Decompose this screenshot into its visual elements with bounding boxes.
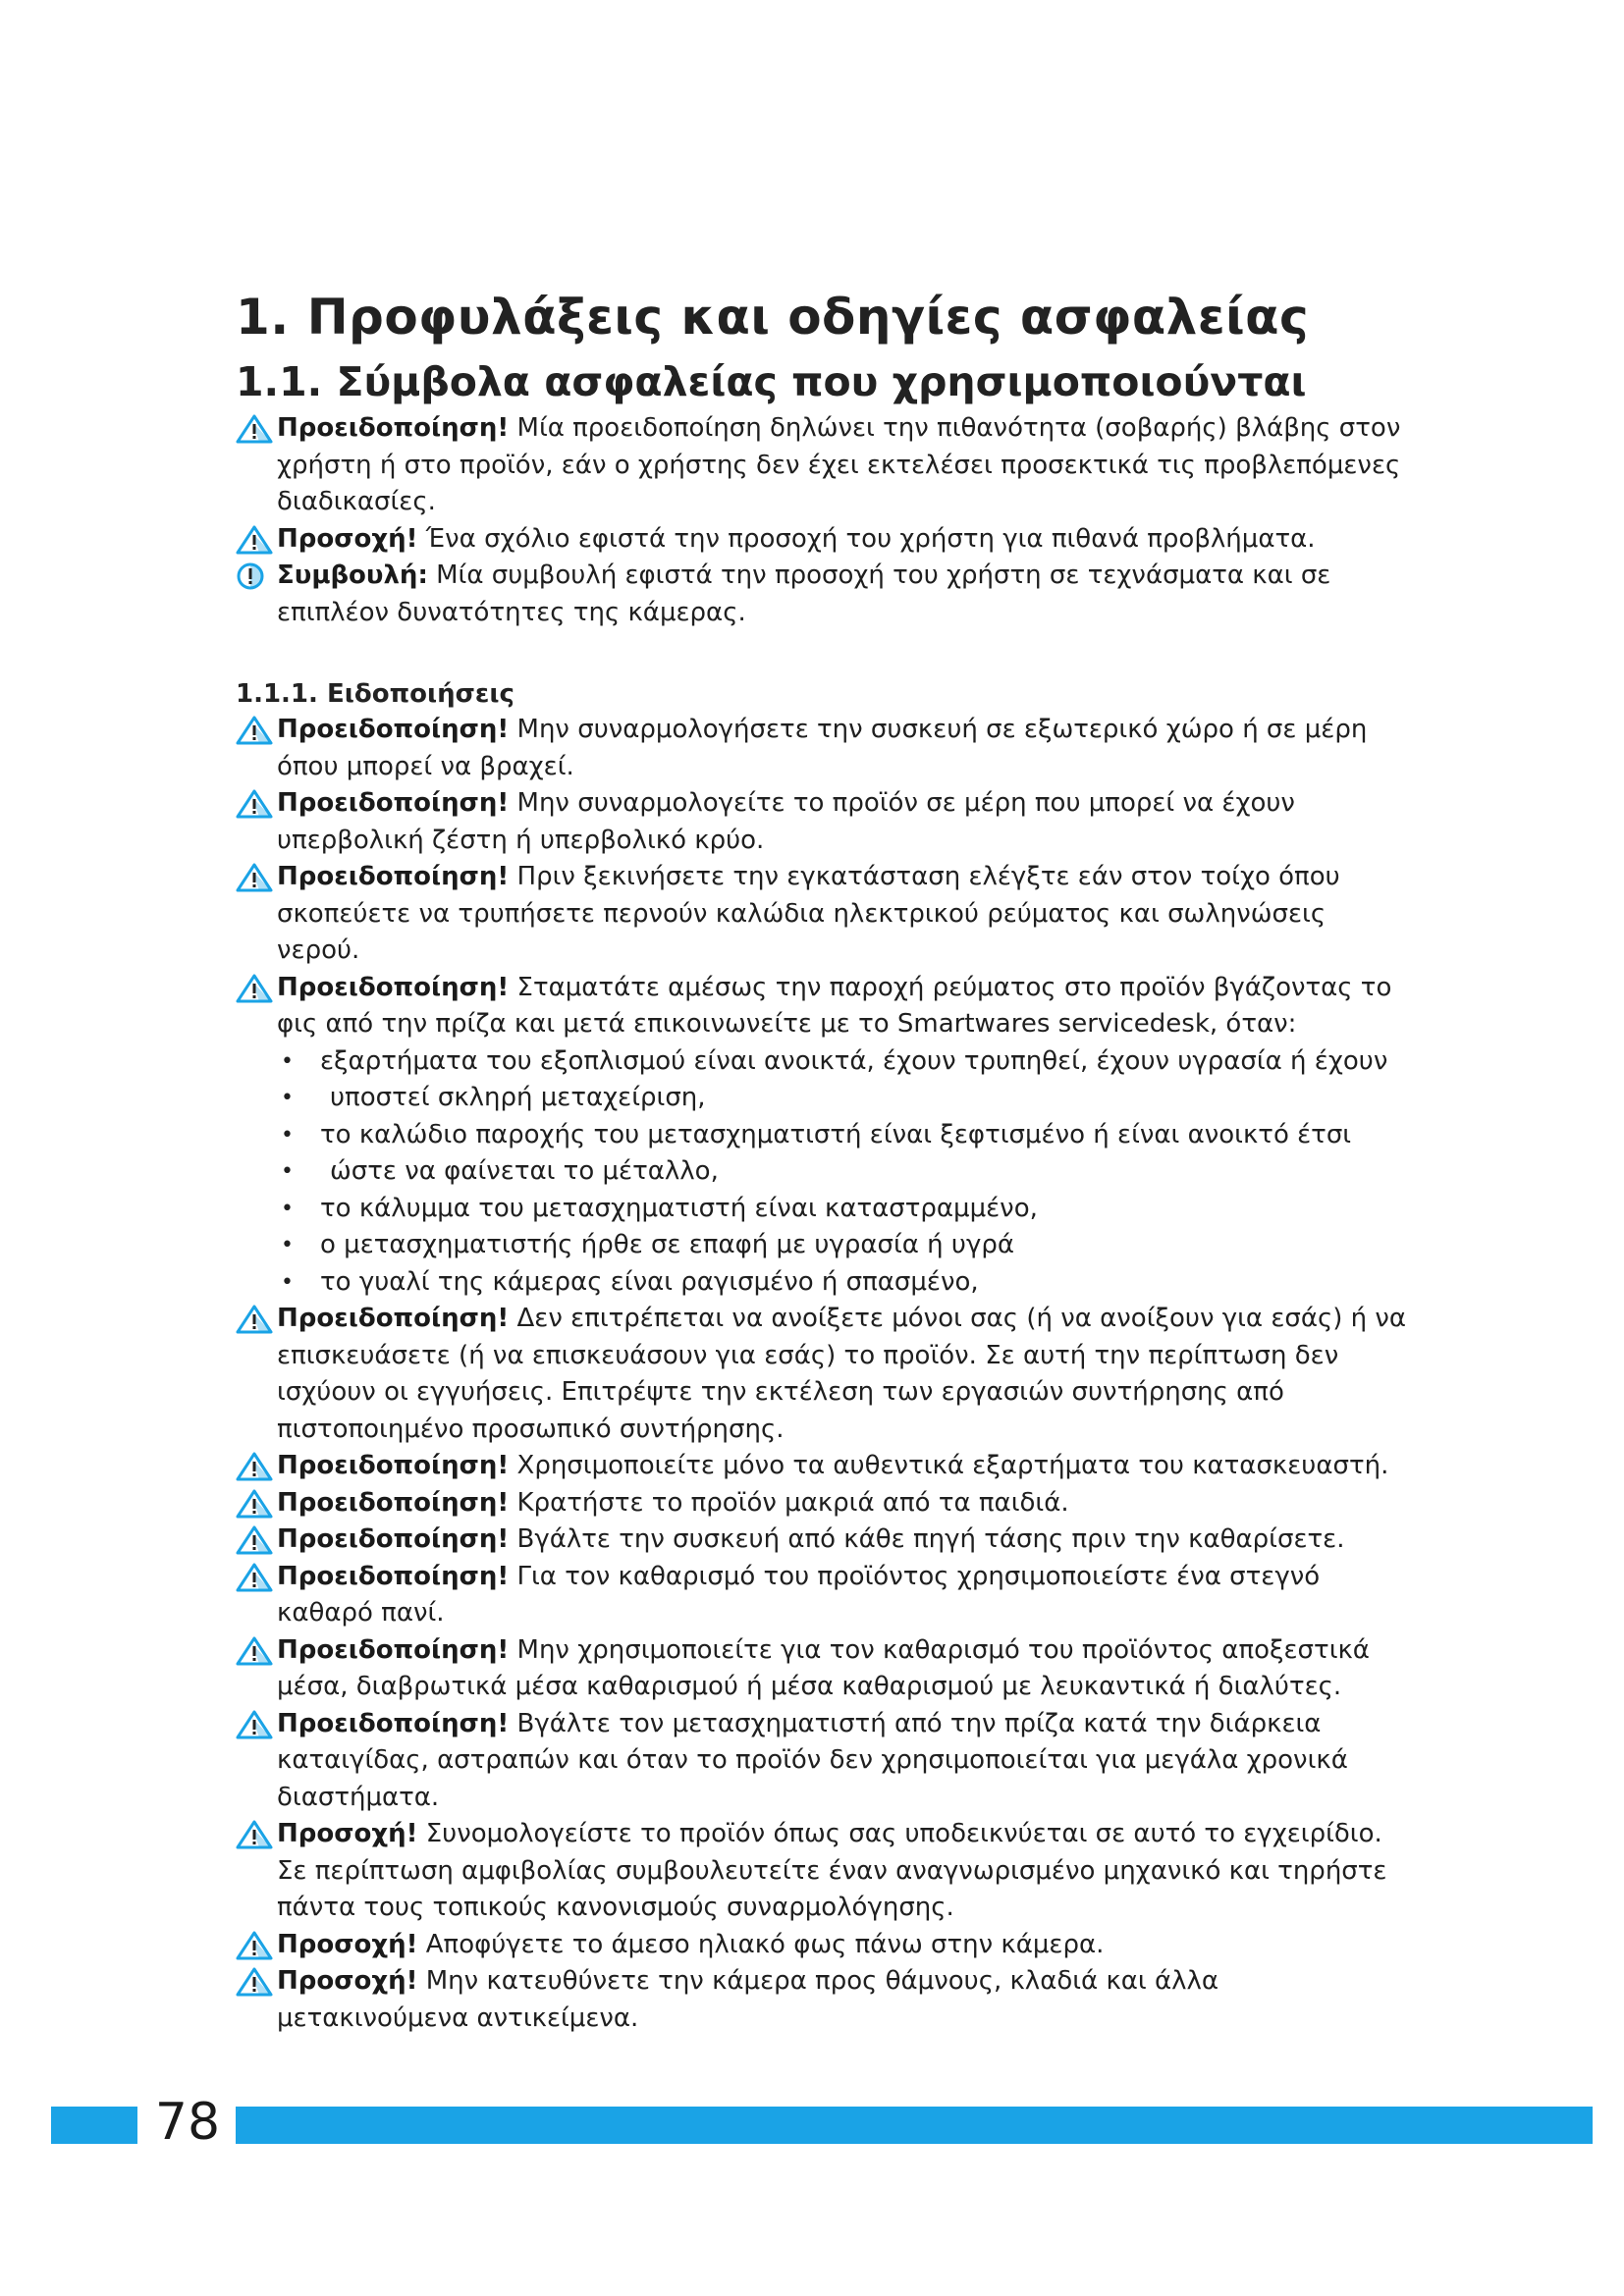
info-icon — [236, 561, 273, 591]
notice-text: Βγάλτε την συσκευή από κάθε πηγή τάσης πριν την καθαρίσετε. — [509, 1524, 1345, 1554]
notice-item — [236, 1706, 1414, 1817]
page-content — [236, 283, 1414, 2037]
notice-item — [236, 785, 1414, 859]
notice-text: Πριν ξεκινήσετε την εγκατάσταση ελέγξτε εάν στον τοίχο όπου σκοπεύετε να τρυπήσετε περνούν καλώδια ηλεκτρικού ρεύματος και σωληνώσεις νερού. — [277, 862, 1340, 965]
notice-text: Αποφύγετε το άμεσο ηλιακό φως πάνω στην κάμερα. — [417, 1929, 1105, 1959]
notice-text: Συνομολογείστε το προϊόν όπως σας υποδεικνύεται σε αυτό το εγχειρίδιο. Σε περίπτωση αμφιβολίας συμβουλευτείτε έναν αναγνωρισμένο μηχανικό και τηρήστε πάντα τους τοπικούς κανονισμούς συναρμολόγησης. — [277, 1819, 1387, 1922]
notice-text: Μην συναρμολογείτε το προϊόν σε μέρη που μπορεί να έχουν υπερβολική ζέστη ή υπερβολικό κρύο. — [277, 788, 1295, 855]
warning-icon — [236, 1563, 273, 1592]
symbol-label: Προσοχή! — [277, 523, 418, 554]
notice-item — [236, 1522, 1414, 1559]
warning-icon — [236, 716, 273, 745]
notice-text: Μην συναρμολογήσετε την συσκευή σε εξωτερικό χώρο ή σε μέρη όπου μπορεί να βραχεί. — [277, 715, 1368, 781]
notice-text: Βγάλτε τον μετασχηματιστή από την πρίζα κατά την διάρκεια καταιγίδας, αστραπών και όταν το προϊόν δεν χρησιμοποιείται για μεγάλα χρονικά διαστήματα. — [277, 1708, 1348, 1812]
notice-item — [236, 1632, 1414, 1706]
chapter-title: 1. Προφυλάξεις και οδηγίες ασφαλείας — [236, 289, 1310, 346]
notice-label: Προειδοποίηση! — [277, 862, 510, 891]
symbol-text: Ένα σχόλιο εφιστά την προσοχή του χρήστη για πιθανά προβλήματα. — [417, 523, 1316, 554]
notice-label: Προσοχή! — [277, 1966, 418, 1996]
list-item: • το κάλυμμα του μετασχηματιστή είναι καταστραμμένο, — [277, 1191, 1414, 1228]
notice-item — [236, 859, 1414, 970]
list-item: • το καλώδιο παροχής του μετασχηματιστή είναι ξεφτισμένο ή είναι ανοικτό έτσι — [277, 1117, 1414, 1154]
notice-item — [236, 970, 1414, 1043]
warning-icon — [236, 974, 273, 1003]
notice-text: Μην κατευθύνετε την κάμερα προς θάμνους, κλαδιά και άλλα μετακινούμενα αντικείμενα. — [277, 1966, 1219, 2033]
notice-label: Προειδοποίηση! — [277, 1634, 510, 1665]
warning-icon — [236, 1452, 273, 1481]
symbol-text: Μία συμβουλή εφιστά την προσοχή του χρήστη σε τεχνάσματα και σε επιπλέον δυνατότητες της κάμερας. — [277, 561, 1331, 627]
subsection-title: 1.1.1. Ειδοποιήσεις — [236, 679, 514, 709]
footer-accent-bar-left — [51, 2107, 137, 2144]
symbol-tip — [236, 558, 1414, 631]
notice-label: Προειδοποίηση! — [277, 788, 510, 818]
list-item: • ο μετασχηματιστής ήρθε σε επαφή με υγρασία ή υγρά — [277, 1227, 1414, 1264]
section-title: 1.1. Σύμβολα ασφαλείας που χρησιμοποιούνται — [236, 358, 1307, 405]
notice-label: Προειδοποίηση! — [277, 1451, 510, 1480]
notice-label: Προειδοποίηση! — [277, 1487, 510, 1518]
notice-label: Προειδοποίηση! — [277, 715, 510, 744]
notice-label: Προσοχή! — [277, 1819, 418, 1848]
symbol-text: Μία προειδοποίηση δηλώνει την πιθανότητα (σοβαρής) βλάβης στον χρήστη ή στο προϊόν, εάν ο χρήστης δεν έχει εκτελέσει προσεκτικά τις προβλεπόμενες διαδικασίες. — [277, 413, 1401, 516]
warning-icon — [236, 1931, 273, 1960]
notice-item — [236, 1816, 1414, 1927]
warning-icon — [236, 1820, 273, 1849]
notice-text: Για τον καθαρισμό του προϊόντος χρησιμοποιείστε ένα στεγνό καθαρό πανί. — [277, 1561, 1321, 1628]
warning-icon — [236, 1967, 273, 1997]
list-item-continuation — [277, 1080, 1414, 1117]
notice-label: Προειδοποίηση! — [277, 1304, 510, 1333]
notice-text: Δεν επιτρέπεται να ανοίξετε μόνοι σας (ή να ανοίξουν για εσάς) ή να επισκευάσετε (ή να επισκευάσουν για εσάς) το προϊόν. Σε αυτή την περίπτωση δεν ισχύουν οι εγγυήσεις. Επιτρέψτε την εκτέλεση των εργασιών συντήρησης από πιστοποιημένο προσωπικό συντήρησης. — [277, 1304, 1407, 1444]
notice-label: Προσοχή! — [277, 1929, 418, 1959]
notice-text: Κρατήστε το προϊόν μακριά από τα παιδιά. — [509, 1487, 1069, 1518]
warning-icon — [236, 1489, 273, 1519]
notice-item — [236, 712, 1414, 785]
notice-item — [236, 1927, 1414, 1964]
notice-item — [236, 1559, 1414, 1632]
warning-icon — [236, 1636, 273, 1666]
page-number: 78 — [154, 2093, 221, 2152]
notice-text: Μην χρησιμοποιείτε για τον καθαρισμό του προϊόντος αποξεστικά μέσα, διαβρωτικά μέσα καθαρισμού ή μέσα καθαρισμού με λευκαντικά ή διαλύτες. — [277, 1634, 1370, 1701]
notice-item — [236, 1963, 1414, 2037]
list-item: • εξαρτήματα του εξοπλισμού είναι ανοικτά, έχουν τρυπηθεί, έχουν υγρασία ή έχουν — [277, 1043, 1414, 1081]
notice-label: Προειδοποίηση! — [277, 1524, 510, 1554]
notice-label: Προειδοποίηση! — [277, 972, 510, 1002]
notice-item — [236, 1485, 1414, 1522]
list-item: • το γυαλί της κάμερας είναι ραγισμένο ή σπασμένο, — [277, 1264, 1414, 1302]
warning-icon — [236, 414, 273, 444]
symbol-label: Συμβουλή: — [277, 561, 428, 590]
warning-icon — [236, 789, 273, 819]
notice-item — [236, 1448, 1414, 1485]
notice-label: Προειδοποίηση! — [277, 1708, 510, 1738]
symbol-label: Προειδοποίηση! — [277, 413, 510, 443]
symbol-warning — [236, 410, 1414, 521]
symbol-caution — [236, 521, 1414, 559]
warning-icon — [236, 1305, 273, 1334]
notice-text: Σταματάτε αμέσως την παροχή ρεύματος στο προϊόν βγάζοντας το φις από την πρίζα και μετά επικοινωνείτε με το Smartwares servicedesk, όταν: — [277, 972, 1392, 1039]
list-item-text: ώστε να φαίνεται το μέταλλο, — [330, 1156, 719, 1186]
condition-list — [236, 1043, 1414, 1302]
list-item-continuation — [277, 1153, 1414, 1191]
warning-icon — [236, 525, 273, 555]
notice-item — [236, 1301, 1414, 1448]
notice-label: Προειδοποίηση! — [277, 1561, 510, 1591]
warning-icon — [236, 1710, 273, 1739]
warning-icon — [236, 863, 273, 892]
warning-icon — [236, 1525, 273, 1555]
notice-text: Χρησιμοποιείτε μόνο τα αυθεντικά εξαρτήματα του κατασκευαστή. — [509, 1451, 1389, 1480]
footer-accent-bar-right — [236, 2107, 1593, 2144]
list-item-text: υποστεί σκληρή μεταχείριση, — [330, 1083, 706, 1112]
